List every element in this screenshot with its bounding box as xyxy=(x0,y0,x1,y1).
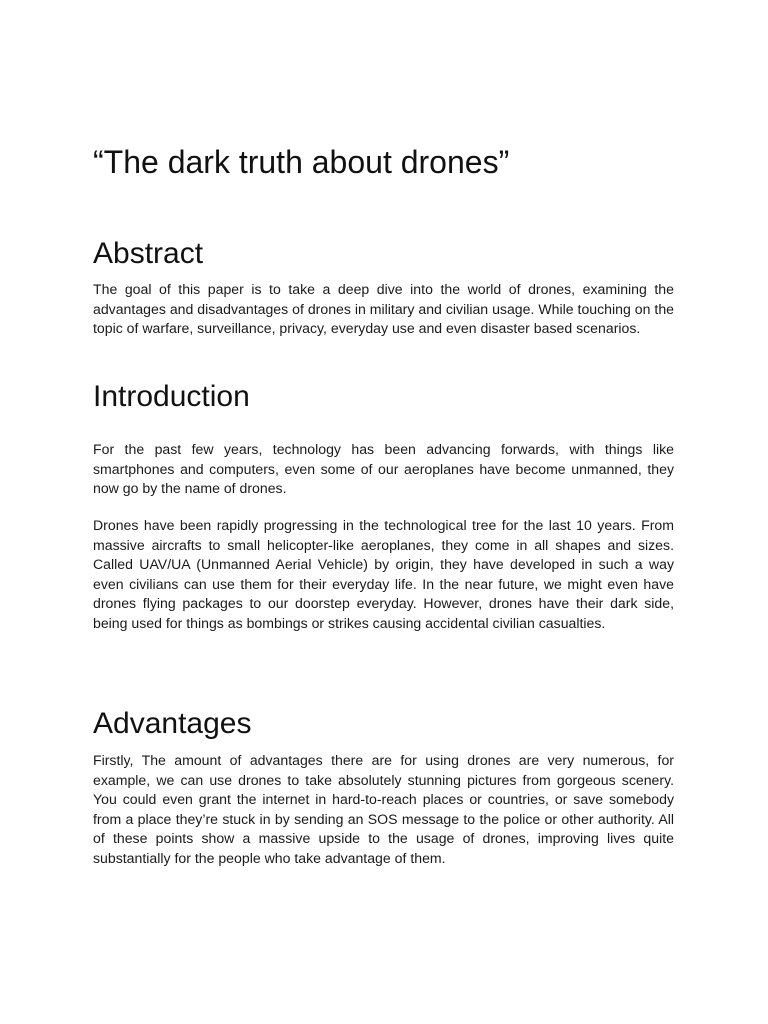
section-heading-introduction: Introduction xyxy=(93,380,250,413)
section-heading-abstract: Abstract xyxy=(93,237,204,270)
abstract-paragraph: The goal of this paper is to take a deep dive into the world of drones, examining the advantages and disadvantages of drones in military and civilian usage. While touching on the topic of warfare, surveillance, privacy, everyday use and even disaster based scenarios. xyxy=(93,281,674,337)
section-heading-advantages: Advantages xyxy=(93,707,252,740)
introduction-paragraph-1: For the past few years, technology has been advancing forwards, with things like smartphones and computers, even some of our aeroplanes have become unmanned, they now go by the name of drones. xyxy=(93,441,674,497)
introduction-paragraph-2: Drones have been rapidly progressing in the technological tree for the last 10 years. From massive aircrafts to small helicopter-like aeroplanes, they come in all shapes and sizes. Called UAV/UA (Unmanned Aerial Vehicle) by origin, they have developed in such a way even civilians can use them for their everyday life. In the near future, we might even have drones flying packages to our doorstep everyday. However, drones have their dark side, being used for things as bombings or strikes causing accidental civilian casualties. xyxy=(93,517,674,631)
advantages-paragraph: Firstly, The amount of advantages there are for using drones are very numerous, for example, we can use drones to take absolutely stunning pictures from gorgeous scenery. You could even grant the internet in hard-to-reach places or countries, or save somebody from a place they’re stuck in by sending an SOS message to the police or other authority. All of these points show a massive upside to the usage of drones, improving lives quite substantially for the people who take advantage of them. xyxy=(93,752,674,866)
document-title: “The dark truth about drones” xyxy=(93,144,510,180)
